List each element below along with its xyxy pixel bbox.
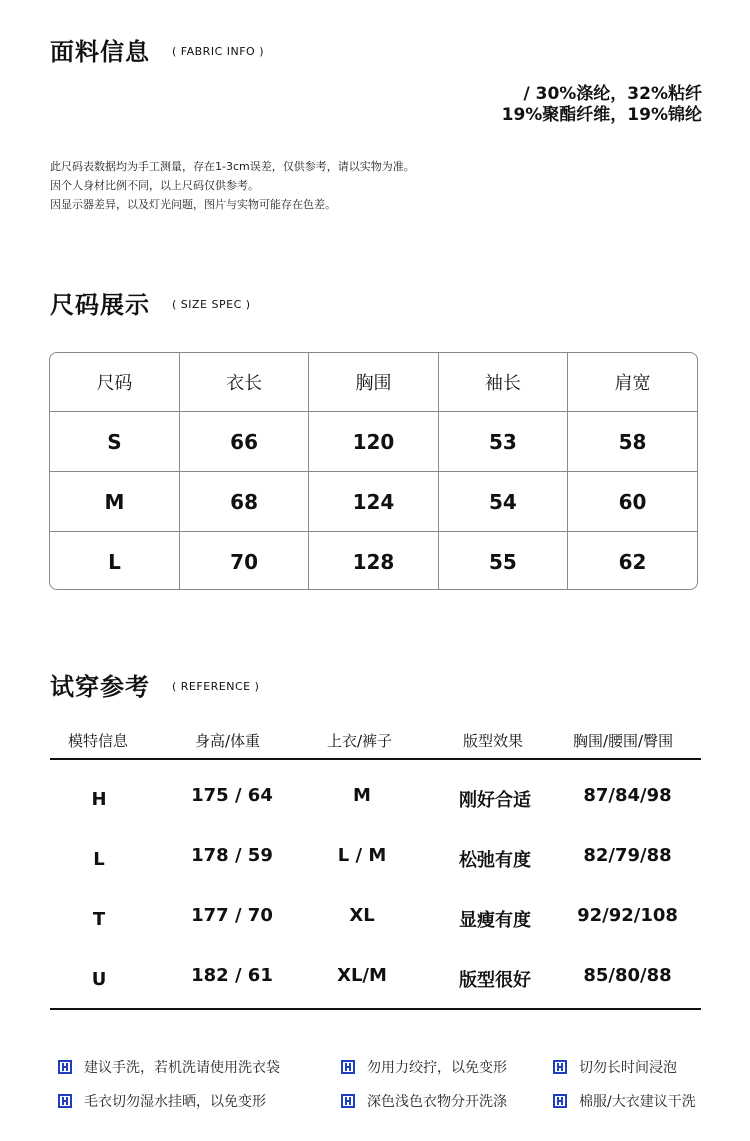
- reference-size: M: [353, 785, 371, 806]
- fabric-subtitle: ( FABRIC INFO ): [172, 45, 264, 58]
- size-cell: 54: [438, 472, 567, 532]
- reference-height-weight: 177 / 70: [191, 905, 273, 926]
- care-item: [341, 1091, 507, 1111]
- size-cell: 120: [309, 412, 438, 472]
- reference-header-fit: 版型效果: [463, 732, 524, 750]
- care-item: [58, 1091, 266, 1111]
- size-cell: 124: [309, 472, 438, 532]
- size-table-header: [50, 353, 697, 412]
- size-cell: 60: [568, 472, 697, 532]
- reference-height-weight: 182 / 61: [191, 965, 273, 986]
- reference-fit: 松弛有度: [459, 850, 531, 871]
- size-header-cell: 尺码: [50, 353, 179, 412]
- note-body-ratio: 因个人身材比例不同，以上尺码仅供参考。: [50, 179, 259, 192]
- reference-size: XL: [349, 905, 375, 926]
- size-header-cell: 袖长: [438, 353, 567, 412]
- reference-fit: 版型很好: [459, 970, 531, 991]
- size-title: 尺码展示: [50, 291, 150, 319]
- size-cell: L: [50, 532, 179, 591]
- care-item-label: 切勿长时间浸泡: [579, 1060, 677, 1076]
- reference-header-top-pants: 上衣/裤子: [327, 732, 393, 750]
- reference-height-weight: 175 / 64: [191, 785, 273, 806]
- size-cell: 55: [438, 532, 567, 591]
- reference-model: L: [93, 849, 105, 870]
- reference-measurements: 85/80/88: [583, 965, 672, 986]
- fabric-title: 面料信息: [50, 38, 150, 66]
- reference-bottom-divider: [50, 1008, 701, 1010]
- reference-fit: 显瘦有度: [459, 910, 531, 931]
- h-square-icon: [553, 1060, 567, 1074]
- reference-header-height-weight: 身高/体重: [195, 732, 261, 750]
- reference-measurements: 82/79/88: [583, 845, 672, 866]
- reference-model: T: [92, 909, 106, 930]
- size-cell: 66: [179, 412, 308, 472]
- care-item: [58, 1057, 280, 1077]
- reference-header-measurements: 胸围/腰围/臀围: [573, 732, 674, 750]
- size-cell: 70: [179, 532, 308, 591]
- care-item: [553, 1057, 677, 1077]
- size-cell: 68: [179, 472, 308, 532]
- size-cell: 128: [309, 532, 438, 591]
- h-square-icon: [553, 1094, 567, 1108]
- reference-measurements: 92/92/108: [577, 905, 678, 926]
- care-item-label: 毛衣切勿湿水挂晒，以免变形: [84, 1094, 266, 1110]
- reference-fit: 刚好合适: [459, 790, 531, 811]
- size-row-l: [50, 532, 697, 591]
- reference-top-divider: [50, 758, 701, 760]
- size-cell: M: [50, 472, 179, 532]
- care-item: [341, 1057, 507, 1077]
- h-square-icon: [341, 1060, 355, 1074]
- fabric-composition-line-1: / 30%涤纶，32%粘纤: [523, 84, 702, 104]
- care-item-label: 深色浅色衣物分开洗涤: [367, 1094, 507, 1110]
- size-header-cell: 肩宽: [568, 353, 697, 412]
- reference-height-weight: 178 / 59: [191, 845, 273, 866]
- fabric-composition-line-2: 19%聚酯纤维，19%锦纶: [501, 105, 702, 125]
- h-square-icon: [58, 1094, 72, 1108]
- care-item-label: 棉服/大衣建议干洗: [579, 1094, 696, 1110]
- reference-header-model: 模特信息: [68, 732, 129, 750]
- size-header-cell: 衣长: [179, 353, 308, 412]
- reference-measurements: 87/84/98: [583, 785, 672, 806]
- h-square-icon: [58, 1060, 72, 1074]
- care-item-label: 建议手洗，若机洗请使用洗衣袋: [84, 1060, 280, 1076]
- reference-model: H: [91, 789, 107, 810]
- h-square-icon: [341, 1094, 355, 1108]
- reference-size: XL/M: [337, 965, 387, 986]
- size-cell: 53: [438, 412, 567, 472]
- reference-subtitle: ( REFERENCE ): [172, 680, 260, 693]
- reference-size: L / M: [337, 845, 387, 866]
- reference-title: 试穿参考: [50, 673, 150, 701]
- note-measurement: 此尺码表数据均为手工测量，存在1-3cm误差，仅供参考，请以实物为准。: [50, 160, 415, 173]
- note-color-difference: 因显示器差异，以及灯光问题，图片与实物可能存在色差。: [50, 198, 336, 211]
- size-row-m: [50, 472, 697, 532]
- size-cell: 62: [618, 549, 647, 574]
- size-table: [49, 352, 698, 590]
- reference-model: U: [91, 969, 107, 990]
- size-cell: 58: [568, 412, 697, 472]
- size-subtitle: ( SIZE SPEC ): [172, 298, 251, 311]
- care-item: [553, 1091, 696, 1111]
- size-cell: S: [50, 412, 179, 472]
- size-header-cell: 胸围: [309, 353, 438, 412]
- size-row-s: [50, 412, 697, 472]
- care-item-label: 勿用力绞拧，以免变形: [367, 1060, 507, 1076]
